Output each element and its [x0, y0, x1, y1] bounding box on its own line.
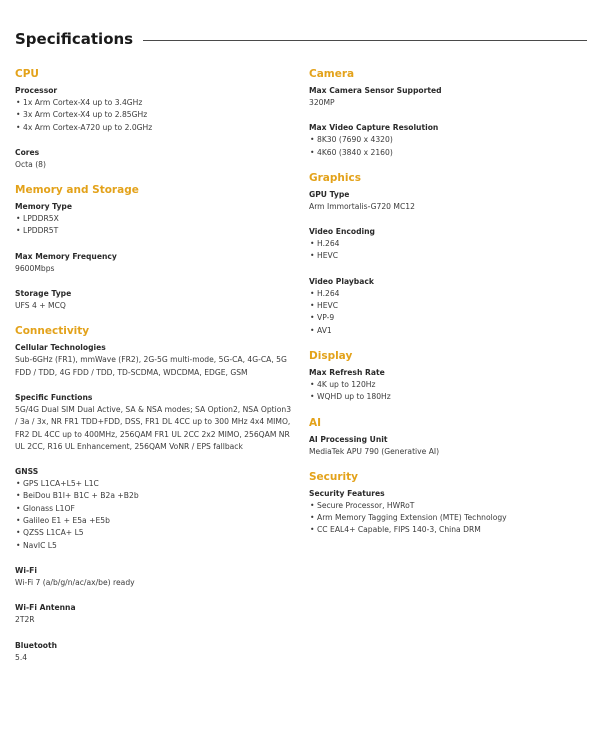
section-graphics: [309, 172, 579, 337]
section-title: Camera: [309, 68, 355, 80]
spec-bullet-list: [309, 288, 579, 337]
spec-gpu-type: [309, 189, 579, 213]
spec-bullet-item: • LPDDR5T: [15, 225, 295, 237]
section-connectivity: [15, 325, 295, 663]
spec-bullet-item: • BeiDou B1I+ B1C + B2a +B2b: [15, 490, 295, 502]
spec-bullet-item: • Arm Memory Tagging Extension (MTE) Technology: [309, 512, 579, 524]
section-title: Display: [309, 349, 353, 362]
spec-value: MediaTek APU 790 (Generative AI): [309, 446, 440, 456]
spec-label: AI Processing Unit: [309, 434, 388, 444]
spec-bullet-item: • HEVC: [309, 250, 579, 262]
spec-bullet-item: • 4K up to 120Hz: [309, 379, 579, 391]
spec-video-encoding: [309, 226, 579, 263]
section-memory-and-storage: [15, 184, 295, 312]
spec-bullet-item: • 3x Arm Cortex-X4 up to 2.85GHz: [15, 109, 295, 121]
spec-label: Cellular Technologies: [15, 343, 106, 353]
spec-label: Specific Functions: [15, 392, 93, 402]
spec-value: Wi-Fi 7 (a/b/g/n/ac/ax/be) ready: [15, 577, 135, 587]
right-column: [309, 68, 579, 550]
spec-bullet-list: [15, 478, 295, 552]
spec-bullet-item: • HEVC: [309, 300, 579, 312]
spec-bullet-list: [15, 97, 295, 134]
spec-wi-fi-antenna: [15, 602, 295, 626]
spec-value: Arm Immortalis-G720 MC12: [309, 201, 415, 211]
spec-label: Cores: [15, 147, 40, 157]
spec-value: 320MP: [309, 98, 335, 107]
spec-bullet-item: • Secure Processor, HWRoT: [309, 500, 579, 512]
spec-processor: [15, 85, 295, 134]
spec-label: Max Memory Frequency: [15, 251, 117, 261]
spec-label: Security Features: [309, 488, 385, 498]
spec-bullet-item: • GPS L1CA+L5+ L1C: [15, 478, 295, 490]
spec-bullet-list: [309, 379, 579, 404]
spec-label: Max Camera Sensor Supported: [309, 86, 442, 95]
section-title: CPU: [15, 68, 39, 80]
spec-bullet-item: • AV1: [309, 325, 579, 337]
spec-video-playback: [309, 276, 579, 337]
spec-security-features: [309, 488, 579, 537]
left-column: [15, 68, 295, 677]
spec-bullet-item: • Glonass L1OF: [15, 503, 295, 515]
spec-max-refresh-rate: [309, 367, 579, 404]
spec-bullet-item: • 1x Arm Cortex-X4 up to 3.4GHz: [15, 97, 295, 109]
spec-wi-fi: [15, 565, 295, 589]
spec-bullet-list: [309, 134, 579, 159]
spec-value: 2T2R: [15, 615, 35, 625]
spec-label: GNSS: [15, 467, 39, 477]
spec-label: Max Refresh Rate: [309, 367, 385, 377]
spec-gnss: [15, 466, 295, 552]
spec-max-memory-frequency: [15, 251, 295, 275]
spec-bullet-item: • H.264: [309, 238, 579, 250]
spec-label: Storage Type: [15, 289, 72, 299]
spec-label: GPU Type: [309, 189, 350, 199]
spec-label: Bluetooth: [15, 640, 58, 650]
spec-value: 9600Mbps: [15, 263, 55, 273]
spec-label: Video Playback: [309, 276, 374, 286]
spec-value: UFS 4 + MCQ: [15, 301, 66, 311]
section-camera: [309, 68, 579, 159]
spec-value: 5G/4G Dual SIM Dual Active, SA & NSA modes; SA Option2, NSA Option3 / 3a / 3x, NR FR1 TDD+FDD, DSS, FR1 DL 4CC up to 300 MHz 4x4 MIMO, FR2 DL 4CC up to 400MHz, 256QAM FR1 UL 2CC 2x2 MIMO, 256QAM NR UL 2CC, R16 UL Enhancement, 256QAM VoNR / EPS fallback: [15, 404, 292, 451]
section-title: Connectivity: [15, 325, 90, 338]
section-security: [309, 471, 579, 537]
spec-bullet-item: • H.264: [309, 288, 579, 300]
spec-bullet-item: • NavIC L5: [15, 540, 295, 552]
spec-bullet-list: [15, 213, 295, 238]
spec-bullet-list: [309, 500, 579, 537]
section-ai: [309, 417, 579, 458]
spec-bullet-item: • LPDDR5X: [15, 213, 295, 225]
spec-value: Octa (8): [15, 159, 46, 169]
spec-cores: [15, 147, 295, 171]
spec-bullet-item: • 4x Arm Cortex-A720 up to 2.0GHz: [15, 122, 295, 134]
spec-label: Wi-Fi Antenna: [15, 603, 76, 613]
spec-bullet-item: • WQHD up to 180Hz: [309, 391, 579, 403]
spec-max-camera-sensor-supported: [309, 85, 579, 109]
section-cpu: [15, 68, 295, 171]
spec-cellular-technologies: [15, 342, 295, 379]
section-display: [309, 350, 579, 404]
spec-label: Video Encoding: [309, 227, 375, 237]
spec-bullet-item: • 8K30 (7690 x 4320): [309, 134, 579, 146]
spec-storage-type: [15, 288, 295, 312]
section-title: AI: [309, 416, 322, 429]
spec-label: Processor: [15, 86, 58, 95]
spec-bullet-item: • QZSS L1CA+ L5: [15, 527, 295, 539]
spec-bullet-item: • VP-9: [309, 312, 579, 324]
spec-bullet-list: [309, 238, 579, 263]
spec-bullet-item: • Galileo E1 + E5a +E5b: [15, 515, 295, 527]
spec-memory-type: [15, 201, 295, 238]
page-header: [15, 30, 587, 48]
spec-bullet-item: • CC EAL4+ Capable, FIPS 140-3, China DRM: [309, 524, 579, 536]
spec-label: Memory Type: [15, 202, 72, 212]
spec-label: Wi-Fi: [15, 565, 37, 575]
spec-ai-processing-unit: [309, 434, 579, 458]
spec-bullet-item: • 4K60 (3840 x 2160): [309, 147, 579, 159]
section-title: Security: [309, 470, 359, 483]
spec-value: 5.4: [15, 652, 28, 662]
page-title: Specifications: [15, 30, 134, 48]
spec-value: Sub-6GHz (FR1), mmWave (FR2), 2G-5G multi-mode, 5G-CA, 4G-CA, 5G FDD / TDD, 4G FDD / TDD, TD-SCDMA, WDCDMA, EDGE, GSM: [15, 355, 287, 377]
section-title: Memory and Storage: [15, 184, 139, 197]
title-divider: [143, 40, 587, 41]
section-title: Graphics: [309, 171, 361, 184]
spec-specific-functions: [15, 392, 295, 453]
spec-max-video-capture-resolution: [309, 122, 579, 159]
spec-label: Max Video Capture Resolution: [309, 123, 439, 133]
spec-bluetooth: [15, 640, 295, 664]
